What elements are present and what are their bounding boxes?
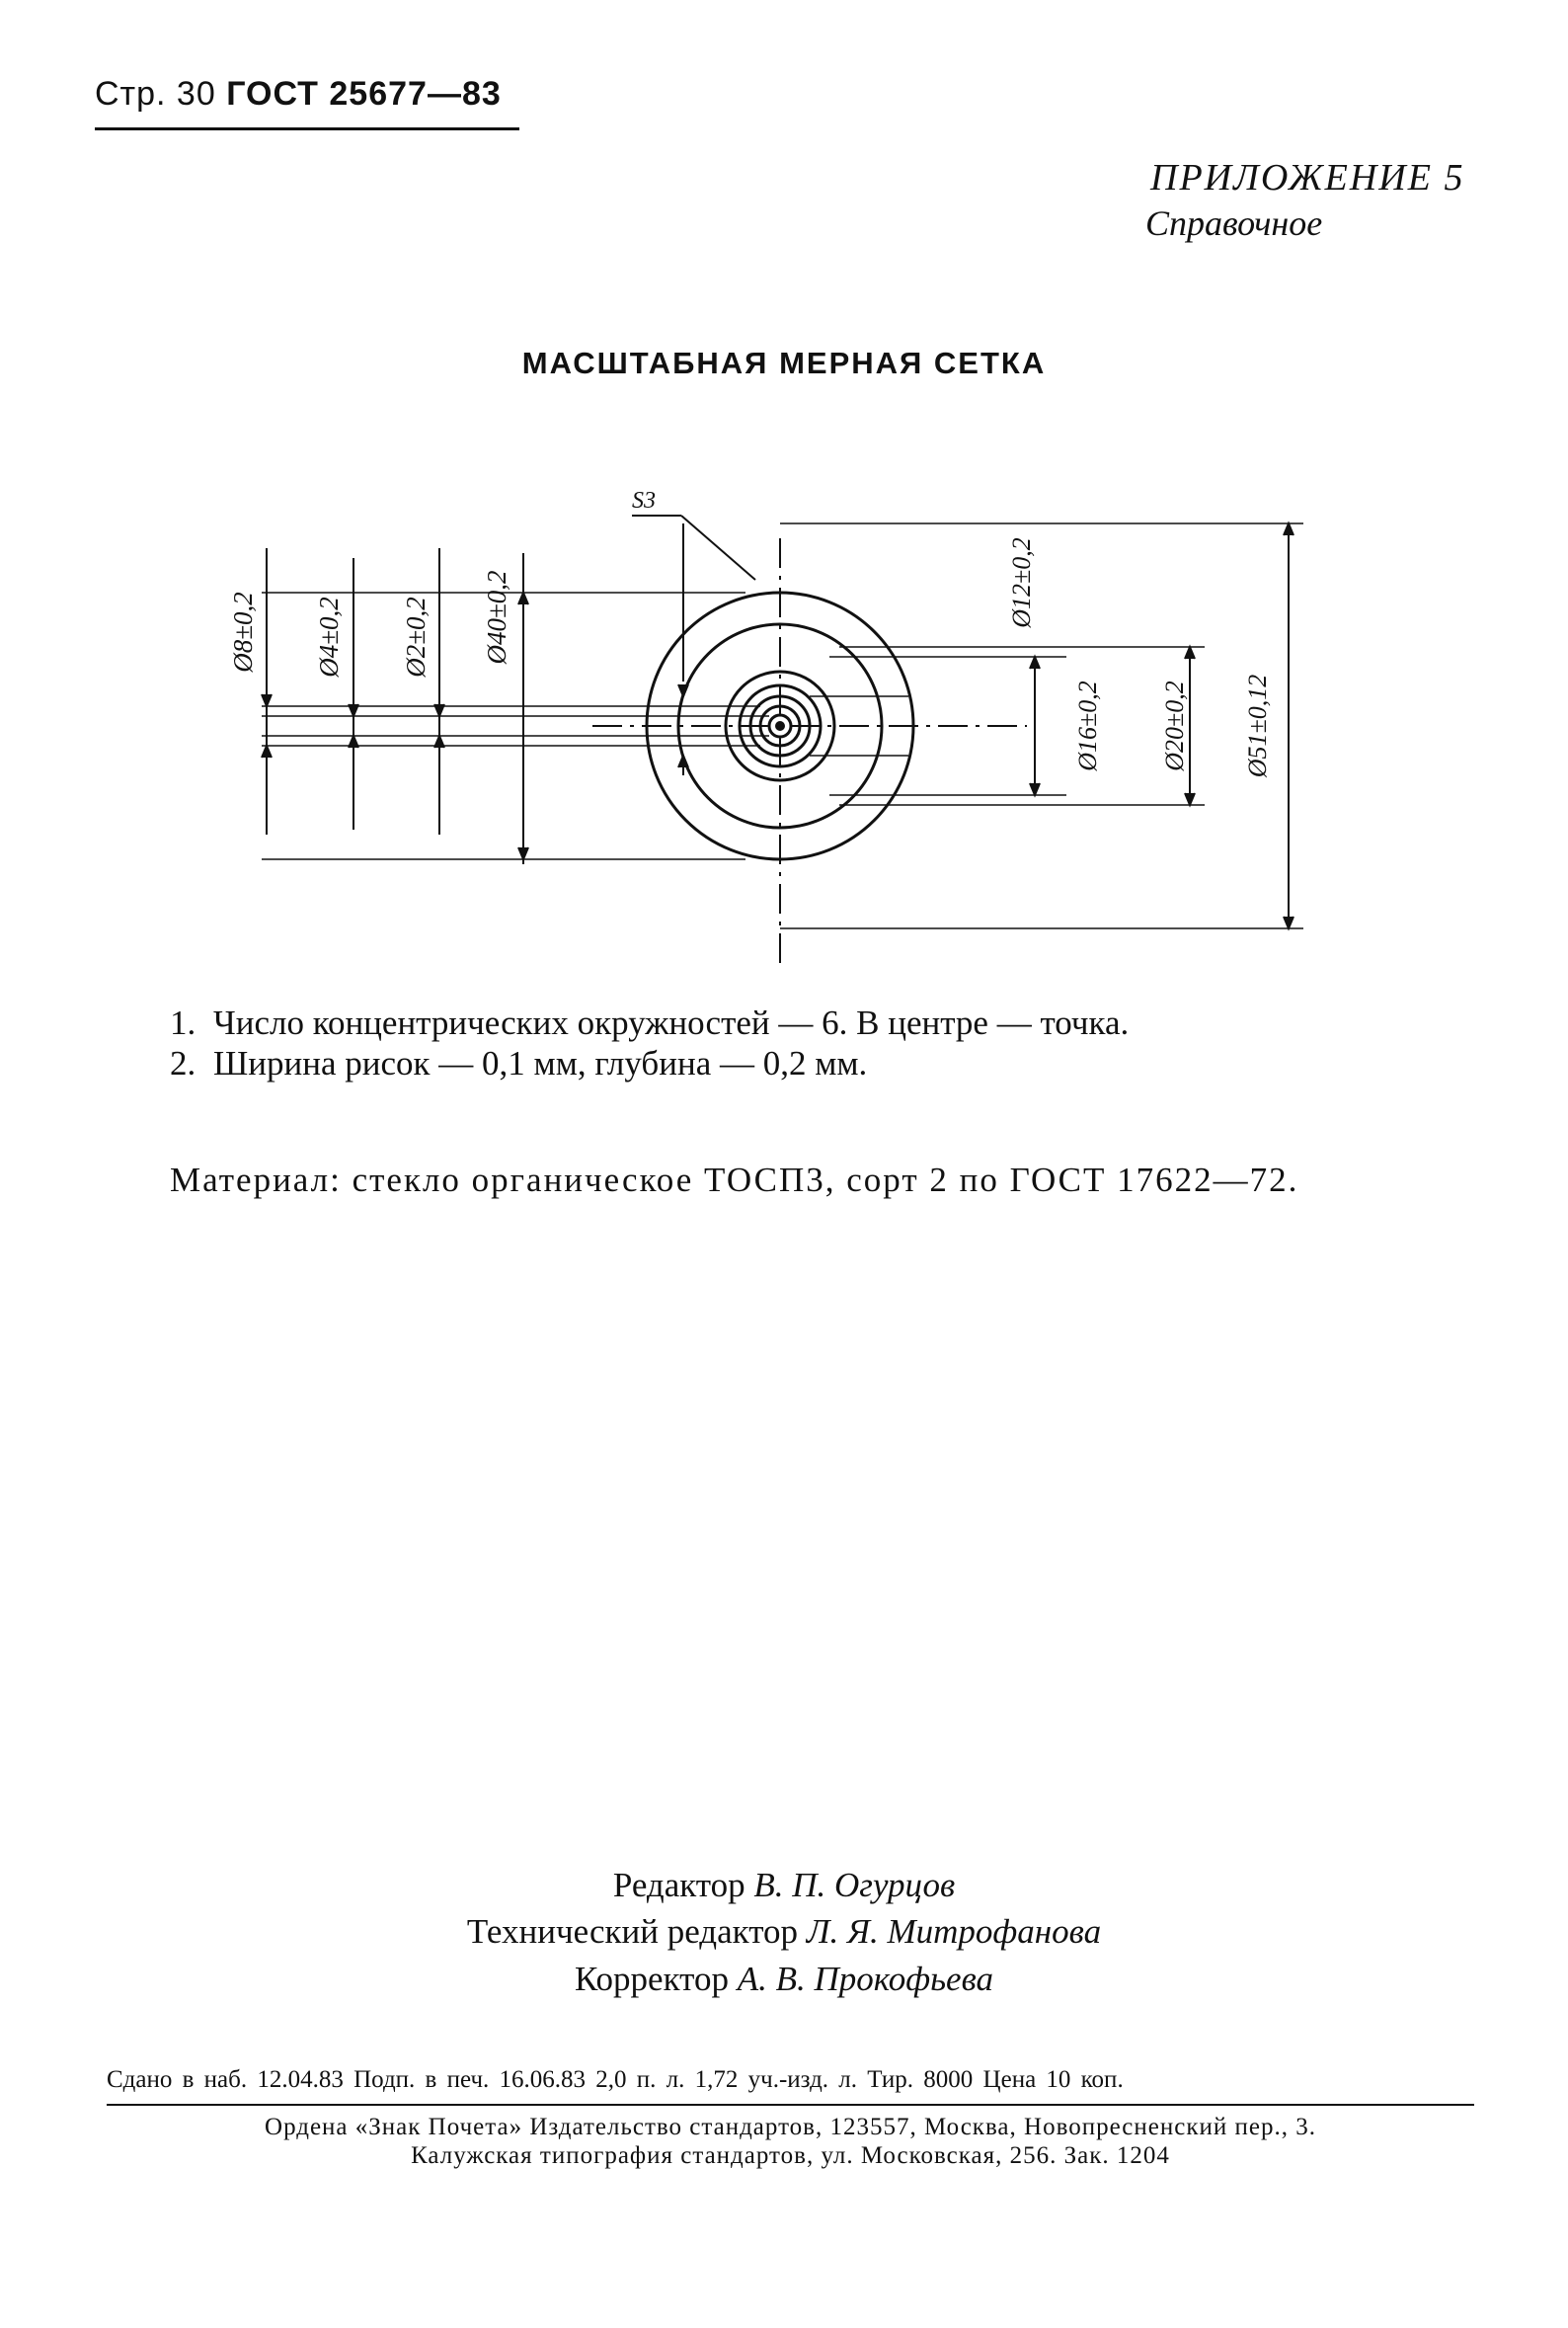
- appendix-title: ПРИЛОЖЕНИЕ 5: [1150, 157, 1465, 199]
- editor-name: В. П. Огурцов: [753, 1866, 956, 1904]
- corrector-name: А. В. Прокофьева: [737, 1959, 994, 1998]
- note-number: 1.: [170, 1003, 196, 1042]
- s3-leader: [681, 516, 755, 580]
- grid-drawing: [217, 444, 1353, 968]
- credits-block: [0, 1862, 1568, 2002]
- note-number: 2.: [170, 1044, 196, 1084]
- imprint-publisher-line: Ордена «Знак Почета» Издательство стандартов, 123557, Москва, Новопресненский пер., 3.: [265, 2114, 1316, 2140]
- credit-editor: [0, 1862, 1568, 1908]
- appendix-subtitle: Справочное: [1145, 203, 1323, 243]
- tech-editor-name: Л. Я. Митрофанова: [806, 1912, 1102, 1952]
- imprint-print-data: Сдано в наб. 12.04.83 Подп. в печ. 16.06.83 2,0 п. л. 1,72 уч.-изд. л. Тир. 8000 Цена 10 коп.: [107, 2066, 1474, 2106]
- document-title: МАСШТАБНАЯ МЕРНАЯ СЕТКА: [521, 346, 1047, 380]
- dim-d51: Ø51±0,12: [1243, 674, 1272, 778]
- dim-d16: Ø16±0,2: [1073, 681, 1102, 771]
- note-text: Ширина рисок — 0,1 мм, глубина — 0,2 мм.: [213, 1044, 868, 1084]
- corrector-label: Корректор: [574, 1959, 729, 1998]
- dim-d12: Ø12±0,2: [1007, 537, 1036, 628]
- dim-d20: Ø20±0,2: [1160, 681, 1189, 771]
- page-header: [95, 75, 519, 130]
- dim-d4: Ø4±0,2: [314, 597, 344, 678]
- credit-corrector: [0, 1956, 1568, 2002]
- notes-list: [170, 1003, 1129, 1084]
- surface-mark: S3: [632, 488, 656, 514]
- dim-d2: Ø2±0,2: [401, 597, 431, 678]
- editor-label: Редактор: [612, 1866, 745, 1904]
- material-line: Материал: стекло органическое ТОСП3, сорт 2 по ГОСТ 17622—72.: [170, 1161, 1299, 1199]
- dim-d40: Ø40±0,2: [482, 570, 511, 665]
- imprint-publisher: [107, 2114, 1474, 2171]
- imprint-printer-line: Калужская типография стандартов, ул. Московская, 256. Зак. 1204: [411, 2141, 1170, 2169]
- credit-tech-editor: [0, 1908, 1568, 1955]
- note-item: [170, 1003, 1129, 1043]
- note-item: [170, 1043, 1129, 1084]
- standard-number: ГОСТ 25677—83: [226, 75, 502, 113]
- page-number: Стр. 30: [95, 75, 216, 113]
- note-text: Число концентрических окружностей — 6. В центре — точка.: [213, 1003, 1130, 1042]
- tech-editor-label: Технический редактор: [466, 1912, 799, 1952]
- dim-d8: Ø8±0,2: [228, 592, 258, 673]
